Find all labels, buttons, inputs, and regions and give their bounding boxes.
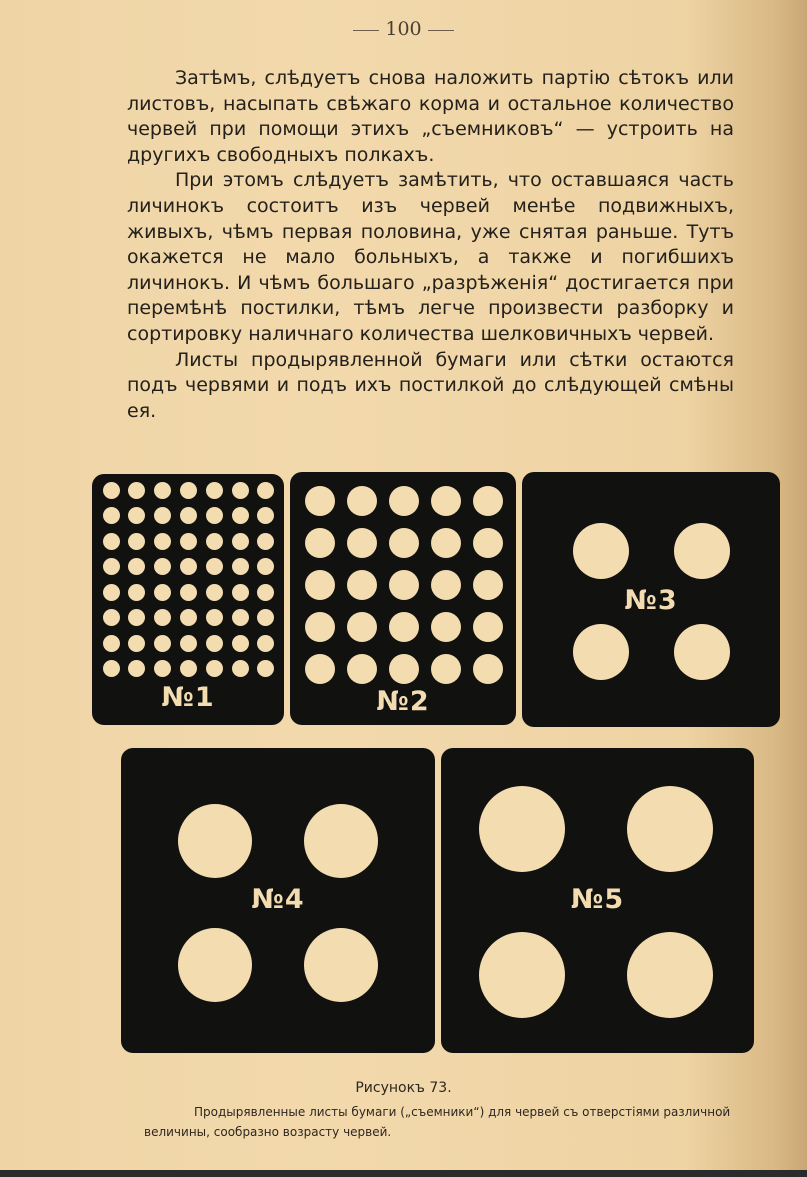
sheet-hole: [154, 584, 171, 601]
sheet-hole: [431, 612, 461, 642]
sheet-no4: [121, 748, 435, 1053]
sheet-hole: [674, 624, 730, 680]
sheet-hole: [180, 482, 197, 499]
sheet-hole: [389, 612, 419, 642]
sheet-hole: [128, 584, 145, 601]
sheet-hole: [154, 533, 171, 550]
sheet-hole: [347, 570, 377, 600]
sheet-hole: [347, 654, 377, 684]
sheet-hole: [389, 570, 419, 600]
sheet-label-no1: №1: [161, 682, 215, 713]
sheet-hole: [232, 660, 249, 677]
sheet-hole: [573, 523, 629, 579]
figure-caption-text: Продырявленные листы бумаги („съемники“) для червей съ отверстіями различной величины, сообразно возрасту червей.: [144, 1105, 731, 1139]
sheet-hole: [206, 584, 223, 601]
sheet-hole: [128, 660, 145, 677]
sheet-hole: [257, 609, 274, 626]
sheet-hole: [103, 533, 120, 550]
sheet-hole: [232, 635, 249, 652]
sheet-hole: [431, 486, 461, 516]
paragraph-2: При этомъ слѣдуетъ замѣтить, что оставшаяся часть личинокъ состоитъ изъ червей менѣе подвижныхъ, живыхъ, чѣмъ первая половина, уже снятая раньше. Тутъ окажется не мало больныхъ, а также и погибшихъ личинокъ. И чѣмъ большаго „разрѣженія“ достигается при перемѣнѣ постилки, тѣмъ легче произвести разборку и сортировку наличнаго количества шелковичныхъ червей.: [127, 169, 734, 345]
figure-perforated-sheets: [0, 470, 807, 1070]
sheet-hole: [180, 635, 197, 652]
sheet-hole: [389, 486, 419, 516]
paragraph-1: Затѣмъ, слѣдуетъ снова наложить партію сѣтокъ или листовъ, насыпать свѣжаго корма и остальное количество червей при помощи этихъ „съемниковъ“ — устроить на другихъ свободныхъ полкахъ.: [127, 67, 734, 166]
sheet-hole: [178, 804, 252, 878]
sheet-hole: [573, 624, 629, 680]
sheet-hole: [128, 482, 145, 499]
sheet-hole: [128, 533, 145, 550]
sheet-hole: [206, 635, 223, 652]
sheet-hole: [180, 584, 197, 601]
sheet-hole: [347, 612, 377, 642]
sheet-hole: [304, 804, 378, 878]
sheet-hole: [473, 528, 503, 558]
sheet-hole: [206, 507, 223, 524]
sheet-hole: [257, 482, 274, 499]
sheet-hole: [473, 570, 503, 600]
sheet-hole: [479, 932, 565, 1018]
sheet-hole: [180, 609, 197, 626]
sheet-hole: [232, 609, 249, 626]
sheet-hole: [473, 612, 503, 642]
sheet-hole: [206, 482, 223, 499]
sheet-label-no5: №5: [570, 884, 625, 915]
sheet-hole: [347, 528, 377, 558]
sheet-hole: [479, 786, 565, 872]
sheet-hole: [103, 507, 120, 524]
sheet-hole: [347, 486, 377, 516]
sheet-hole: [232, 507, 249, 524]
sheet-label-no4: №4: [251, 884, 305, 915]
sheet-no5: [441, 748, 754, 1053]
sheet-no1: [92, 474, 284, 725]
sheet-hole: [674, 523, 730, 579]
sheet-hole: [178, 928, 252, 1002]
sheet-hole: [154, 558, 171, 575]
sheet-hole: [257, 584, 274, 601]
sheet-hole: [206, 609, 223, 626]
sheet-hole: [305, 612, 335, 642]
sheet-hole: [180, 507, 197, 524]
sheet-hole: [180, 558, 197, 575]
sheet-hole: [206, 533, 223, 550]
sheet-hole: [103, 609, 120, 626]
sheet-hole: [305, 654, 335, 684]
sheet-hole: [154, 609, 171, 626]
sheet-hole: [431, 528, 461, 558]
sheet-hole: [232, 584, 249, 601]
sheet-hole: [389, 654, 419, 684]
sheet-hole: [305, 486, 335, 516]
sheet-hole: [431, 654, 461, 684]
sheet-hole: [103, 482, 120, 499]
sheet-hole: [206, 660, 223, 677]
sheet-hole: [180, 660, 197, 677]
sheet-hole: [389, 528, 419, 558]
sheet-hole: [206, 558, 223, 575]
sheet-hole: [305, 570, 335, 600]
sheet-hole: [257, 558, 274, 575]
sheet-hole: [103, 660, 120, 677]
sheet-hole: [627, 786, 713, 872]
sheet-no3: [522, 472, 780, 727]
sheet-hole: [232, 533, 249, 550]
sheet-hole: [627, 932, 713, 1018]
sheet-hole: [103, 558, 120, 575]
sheet-hole: [473, 486, 503, 516]
sheet-label-no3: №3: [624, 585, 678, 616]
sheet-hole: [304, 928, 378, 1002]
sheet-hole: [128, 635, 145, 652]
sheet-hole: [257, 533, 274, 550]
sheet-hole: [473, 654, 503, 684]
sheet-hole: [180, 533, 197, 550]
paragraph-3: Листы продырявленной бумаги или сѣтки остаются подъ червями и подъ ихъ постилкой до слѣдующей смѣны ея.: [127, 348, 734, 422]
sheet-hole: [128, 558, 145, 575]
sheet-hole: [154, 660, 171, 677]
sheet-hole: [257, 635, 274, 652]
sheet-no2: [290, 472, 516, 725]
sheet-hole: [103, 584, 120, 601]
sheet-hole: [128, 609, 145, 626]
sheet-hole: [103, 635, 120, 652]
sheet-hole: [305, 528, 335, 558]
body-text: [127, 66, 734, 424]
figure-caption-title: Рисунокъ 73.: [355, 1080, 452, 1096]
sheet-hole: [154, 635, 171, 652]
sheet-label-no2: №2: [376, 686, 430, 717]
sheet-hole: [257, 660, 274, 677]
sheet-hole: [232, 558, 249, 575]
sheet-hole: [431, 570, 461, 600]
sheet-hole: [232, 482, 249, 499]
sheet-hole: [154, 507, 171, 524]
sheet-hole: [128, 507, 145, 524]
sheet-hole: [257, 507, 274, 524]
sheet-hole: [154, 482, 171, 499]
page-number: 100: [0, 18, 807, 40]
